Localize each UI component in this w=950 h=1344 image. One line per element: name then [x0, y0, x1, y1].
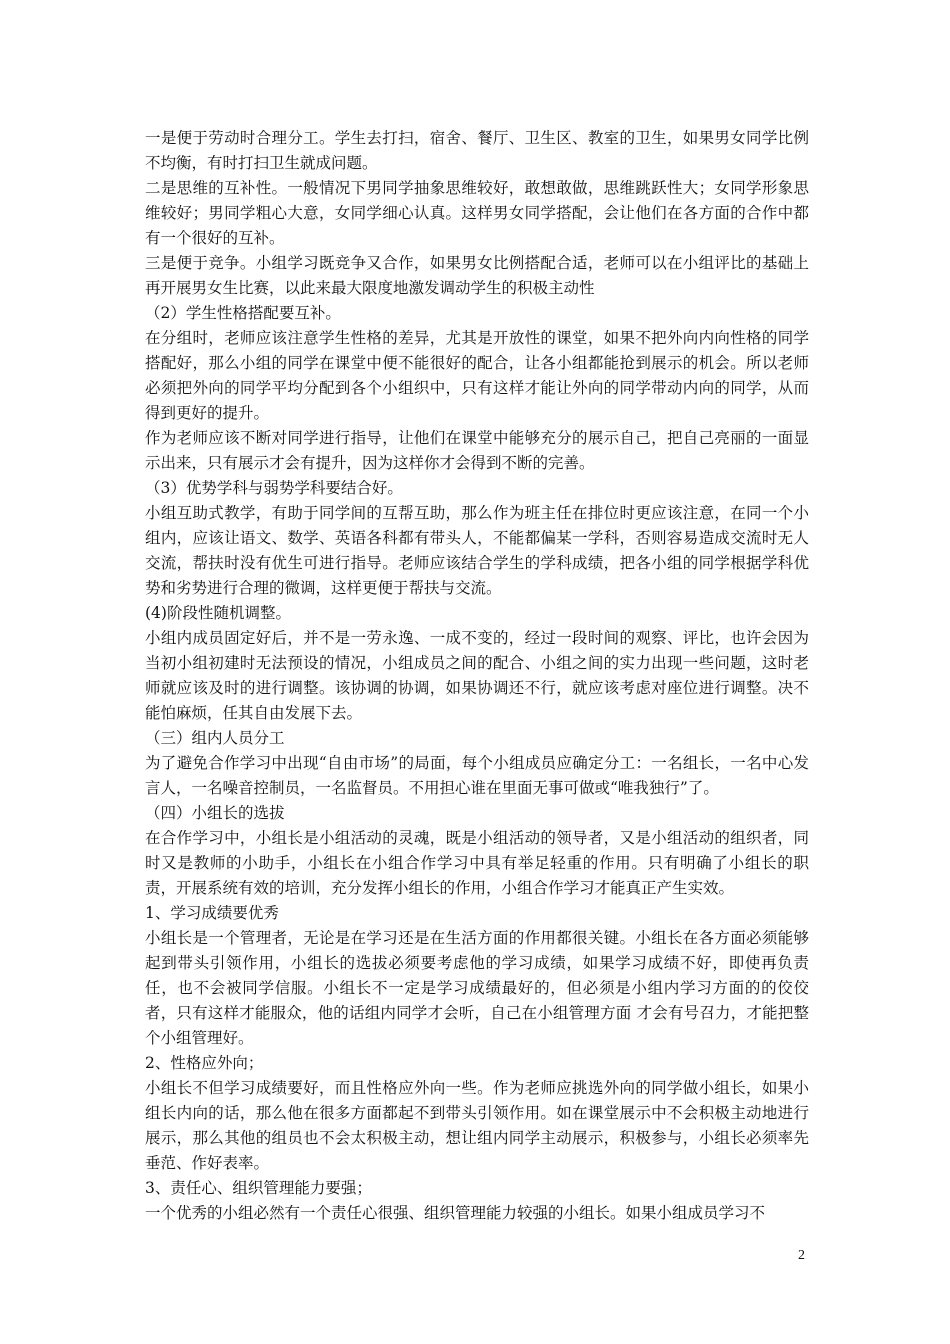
paragraph-academic-excellence: 小组长是一个管理者，无论是在学习还是在生活方面的作用都很关键。小组长在各方面必须能够起到带头引领作用，小组长的选拔必须要考虑他的学习成绩，如果学习成绩不好，即使再负责任，也不会被同学信服。小组长不一定是学习成绩最好的，但必须是小组内学习方面的的佼佼者，只有这样才能服众，他的话组内同学才会听，自己在小组管理方面 才会有号召力，才能把整个小组管理好。: [145, 929, 809, 1047]
heading-periodic-adjustment: (4)阶段性随机调整。: [145, 604, 291, 622]
paragraph-thinking-complementarity: 二是思维的互补性。一般情况下男同学抽象思维较好，敢想敢做，思维跳跃性大；女同学形象思维较好；男同学粗心大意，女同学细心认真。这样男女同学搭配，会让他们在各方面的合作中都有一个很好的互补。: [145, 179, 809, 247]
paragraph-role-assignments: 为了避免合作学习中出现“自由市场”的局面，每个小组成员应确定分工：一名组长，一名中心发言人，一名噪音控制员，一名监督员。不用担心谁在里面无事可做或“唯我独行”了。: [145, 754, 809, 797]
heading-leader-selection: （四）小组长的选拔: [145, 804, 285, 822]
paragraph-leader-importance: 在合作学习中，小组长是小组活动的灵魂，既是小组活动的领导者，又是小组活动的组织者，同时又是教师的小助手，小组长在小组合作学习中具有举足轻重的作用。只有明确了小组长的职责，开展系统有效的培训，充分发挥小组长的作用，小组合作学习才能真正产生实效。: [145, 829, 809, 897]
page-number: 2: [798, 1248, 805, 1263]
paragraph-personality-grouping: 在分组时，老师应该注意学生性格的差异，尤其是开放性的课堂，如果不把外向内向性格的同学搭配好，那么小组的同学在课堂中便不能很好的配合，让各小组都能抢到展示的机会。所以老师必须把外向的同学平均分配到各个小组织中，只有这样才能让外向的同学带动内向的同学，从而得到更好的提升。: [145, 329, 809, 422]
heading-subject-strengths: （3）优势学科与弱势学科要结合好。: [145, 479, 403, 497]
paragraph-teacher-guidance: 作为老师应该不断对同学进行指导，让他们在课堂中能够充分的展示自己，把自己亮丽的一面显示出来，只有展示才会有提升，因为这样你才会得到不断的完善。: [145, 429, 809, 472]
paragraph-gender-division-of-labor: 一是便于劳动时合理分工。学生去打扫，宿舍、餐厅、卫生区、教室的卫生，如果男女同学比例不均衡，有时打扫卫生就成问题。: [145, 129, 809, 172]
paragraph-extroverted-personality: 小组长不但学习成绩要好，而且性格应外向一些。作为老师应挑选外向的同学做小组长，如果小组长内向的话，那么他在很多方面都起不到带头引领作用。如在课堂展示中不会积极主动地进行展示，那么其他的组员也不会太积极主动，想让组内同学主动展示，积极参与，小组长必须率先垂范、作好表率。: [145, 1079, 809, 1172]
paragraph-subject-leaders: 小组互助式教学，有助于同学间的互帮互助，那么作为班主任在排位时更应该注意，在同一个小组内，应该让语文、数学、英语各科都有带头人，不能都偏某一学科，否则容易造成交流时无人交流，帮扶时没有优生可进行指导。老师应该结合学生的学科成绩，把各小组的同学根据学科优势和劣势进行合理的微调，这样更便于帮扶与交流。: [145, 504, 809, 597]
heading-personality-matching: （2）学生性格搭配要互补。: [145, 304, 341, 322]
paragraph-adjustment-details: 小组内成员固定好后，并不是一劳永逸、一成不变的，经过一段时间的观察、评比，也许会因为当初小组初建时无法预设的情况，小组成员之间的配合、小组之间的实力出现一些问题，这时老师就应该及时的进行调整。该协调的协调，如果协调还不行，就应该考虑对座位进行调整。决不能怕麻烦，任其自由发展下去。: [145, 629, 809, 722]
paragraph-competition: 三是便于竞争。小组学习既竞争又合作，如果男女比例搭配合适，老师可以在小组评比的基础上再开展男女生比赛，以此来最大限度地激发调动学生的积极主动性: [145, 254, 809, 297]
document-body: [145, 126, 809, 1226]
heading-extroverted-personality: 2、性格应外向；: [145, 1054, 264, 1072]
heading-responsibility: 3、责任心、组织管理能力要强；: [145, 1179, 372, 1197]
paragraph-responsibility: 一个优秀的小组必然有一个责任心很强、组织管理能力较强的小组长。如果小组成员学习不: [145, 1204, 766, 1222]
heading-academic-excellence: 1、学习成绩要优秀: [145, 904, 279, 922]
heading-role-division: （三）组内人员分工: [145, 729, 285, 747]
